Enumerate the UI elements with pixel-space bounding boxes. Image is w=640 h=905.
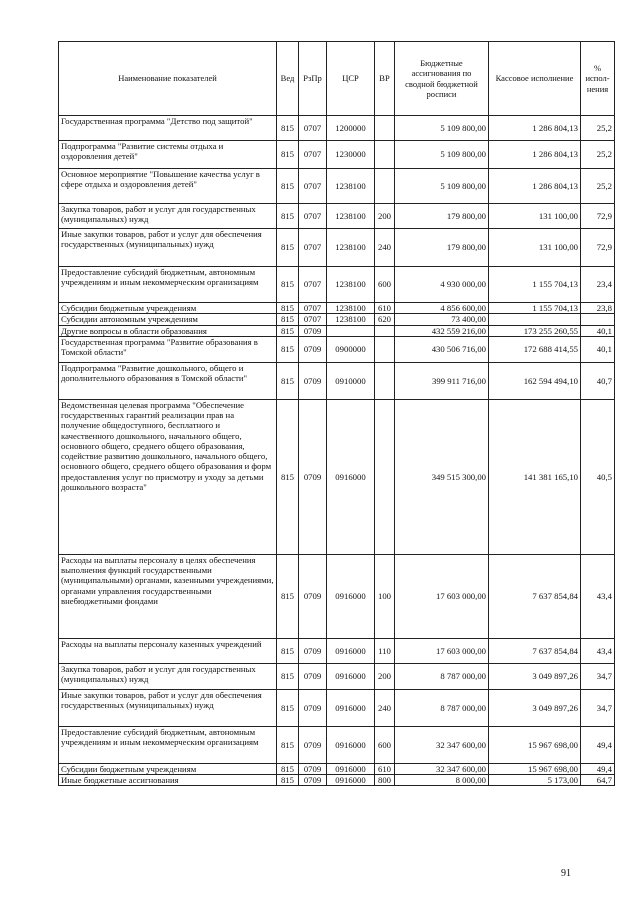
row-csr: 0910000 <box>327 362 375 399</box>
row-rzpr: 0707 <box>299 303 327 314</box>
row-cash: 3 049 897,26 <box>489 689 581 726</box>
row-csr: 1200000 <box>327 116 375 141</box>
row-pct: 43,4 <box>581 554 615 638</box>
table-row <box>59 689 615 726</box>
row-budget: 349 515 300,00 <box>395 399 489 554</box>
row-csr: 0916000 <box>327 554 375 638</box>
row-rzpr: 0709 <box>299 399 327 554</box>
row-csr: 1238100 <box>327 267 375 303</box>
row-budget: 399 911 716,00 <box>395 362 489 399</box>
row-budget: 17 603 000,00 <box>395 554 489 638</box>
row-pct: 72,9 <box>581 229 615 267</box>
row-vr <box>375 116 395 141</box>
row-ved: 815 <box>277 141 299 169</box>
row-ved: 815 <box>277 303 299 314</box>
table-row <box>59 325 615 336</box>
row-name: Государственная программа "Развитие образования в Томской области" <box>59 336 277 362</box>
row-budget: 432 559 216,00 <box>395 325 489 336</box>
row-name: Субсидии бюджетным учреждениям <box>59 763 277 774</box>
row-cash: 1 286 804,13 <box>489 141 581 169</box>
row-pct: 23,8 <box>581 303 615 314</box>
row-vr: 100 <box>375 554 395 638</box>
row-csr: 0916000 <box>327 775 375 786</box>
row-vr: 200 <box>375 204 395 229</box>
row-name: Ведомственная целевая программа "Обеспечение государственных гарантий реализации прав на получение общедоступного, бесплатного и качественного дошкольного, начального общего, основного общего, среднего общего образования, содействие развитию дошкольного, начального общего, основного общего, среднего общего образования и форм предоставления услуг по присмотру и уходу за детьми дошкольного возраста" <box>59 399 277 554</box>
row-name: Закупка товаров, работ и услуг для государственных (муниципальных) нужд <box>59 204 277 229</box>
row-csr: 0916000 <box>327 689 375 726</box>
row-vr: 200 <box>375 663 395 689</box>
table-row <box>59 663 615 689</box>
row-ved: 815 <box>277 204 299 229</box>
row-cash: 173 255 260,55 <box>489 325 581 336</box>
row-cash: 131 100,00 <box>489 229 581 267</box>
row-pct: 49,4 <box>581 726 615 763</box>
row-csr: 0916000 <box>327 763 375 774</box>
row-vr <box>375 362 395 399</box>
header-vr: ВР <box>375 42 395 116</box>
row-rzpr: 0709 <box>299 638 327 663</box>
row-rzpr: 0709 <box>299 689 327 726</box>
row-pct: 40,7 <box>581 362 615 399</box>
row-csr: 0916000 <box>327 399 375 554</box>
row-ved: 815 <box>277 116 299 141</box>
header-ved: Вед <box>277 42 299 116</box>
row-pct: 64,7 <box>581 775 615 786</box>
row-rzpr: 0707 <box>299 141 327 169</box>
table-row <box>59 554 615 638</box>
row-pct: 72,9 <box>581 204 615 229</box>
row-vr: 240 <box>375 689 395 726</box>
row-pct: 43,4 <box>581 638 615 663</box>
page-number: 91 <box>561 868 571 879</box>
row-ved: 815 <box>277 775 299 786</box>
row-rzpr: 0709 <box>299 336 327 362</box>
row-budget: 8 000,00 <box>395 775 489 786</box>
row-pct: 25,2 <box>581 169 615 204</box>
row-name: Подпрограмма "Развитие дошкольного, общего и дополнительного образования в Томской области" <box>59 362 277 399</box>
header-csr: ЦСР <box>327 42 375 116</box>
row-budget: 73 400,00 <box>395 314 489 325</box>
row-vr: 620 <box>375 314 395 325</box>
table-row <box>59 169 615 204</box>
header-pct: % испол-нения <box>581 42 615 116</box>
table-row <box>59 204 615 229</box>
row-budget: 430 506 716,00 <box>395 336 489 362</box>
row-rzpr: 0707 <box>299 229 327 267</box>
row-cash: 1 155 704,13 <box>489 303 581 314</box>
row-cash: 5 173,00 <box>489 775 581 786</box>
table-row <box>59 267 615 303</box>
row-ved: 815 <box>277 362 299 399</box>
row-vr: 600 <box>375 267 395 303</box>
row-budget: 5 109 800,00 <box>395 141 489 169</box>
row-csr: 1238100 <box>327 229 375 267</box>
table-row <box>59 303 615 314</box>
table-row <box>59 229 615 267</box>
row-name: Государственная программа "Детство под защитой" <box>59 116 277 141</box>
row-vr: 600 <box>375 726 395 763</box>
row-budget: 32 347 600,00 <box>395 763 489 774</box>
row-ved: 815 <box>277 169 299 204</box>
row-budget: 5 109 800,00 <box>395 116 489 141</box>
table-row <box>59 362 615 399</box>
row-name: Основное мероприятие "Повышение качества услуг в сфере отдыха и оздоровления детей" <box>59 169 277 204</box>
budget-execution-table <box>58 41 615 786</box>
row-name: Расходы на выплаты персоналу в целях обеспечения выполнения функций государственными (муниципальными) органами, казенными учреждениями, органами управления государственными внебюджетными фондами <box>59 554 277 638</box>
header-name: Наименование показателей <box>59 42 277 116</box>
row-ved: 815 <box>277 336 299 362</box>
row-ved: 815 <box>277 229 299 267</box>
row-budget: 8 787 000,00 <box>395 689 489 726</box>
row-ved: 815 <box>277 267 299 303</box>
row-cash: 162 594 494,10 <box>489 362 581 399</box>
row-rzpr: 0707 <box>299 169 327 204</box>
row-name: Расходы на выплаты персоналу казенных учреждений <box>59 638 277 663</box>
row-name: Субсидии автономным учреждениям <box>59 314 277 325</box>
row-ved: 815 <box>277 638 299 663</box>
row-rzpr: 0709 <box>299 362 327 399</box>
row-pct: 23,4 <box>581 267 615 303</box>
row-vr: 610 <box>375 763 395 774</box>
row-ved: 815 <box>277 325 299 336</box>
row-pct: 34,7 <box>581 689 615 726</box>
row-budget: 32 347 600,00 <box>395 726 489 763</box>
table-row <box>59 116 615 141</box>
row-vr: 800 <box>375 775 395 786</box>
row-cash: 131 100,00 <box>489 204 581 229</box>
row-budget: 4 930 000,00 <box>395 267 489 303</box>
row-budget: 4 856 600,00 <box>395 303 489 314</box>
row-csr <box>327 325 375 336</box>
row-rzpr: 0707 <box>299 204 327 229</box>
row-name: Иные закупки товаров, работ и услуг для обеспечения государственных (муниципальных) нужд <box>59 689 277 726</box>
row-ved: 815 <box>277 689 299 726</box>
row-ved: 815 <box>277 663 299 689</box>
row-pct: 25,2 <box>581 116 615 141</box>
row-csr: 0916000 <box>327 663 375 689</box>
header-rzpr: РзПр <box>299 42 327 116</box>
row-budget: 179 800,00 <box>395 204 489 229</box>
row-rzpr: 0709 <box>299 775 327 786</box>
table-row <box>59 726 615 763</box>
row-ved: 815 <box>277 726 299 763</box>
row-vr <box>375 169 395 204</box>
row-rzpr: 0709 <box>299 726 327 763</box>
row-vr <box>375 336 395 362</box>
row-ved: 815 <box>277 554 299 638</box>
row-vr: 110 <box>375 638 395 663</box>
row-pct <box>581 314 615 325</box>
table-row <box>59 399 615 554</box>
row-csr: 0916000 <box>327 638 375 663</box>
row-csr: 1238100 <box>327 303 375 314</box>
row-csr: 1238100 <box>327 314 375 325</box>
row-ved: 815 <box>277 314 299 325</box>
row-budget: 8 787 000,00 <box>395 663 489 689</box>
row-cash: 1 286 804,13 <box>489 169 581 204</box>
table-row <box>59 336 615 362</box>
row-name: Иные закупки товаров, работ и услуг для обеспечения государственных (муниципальных) нужд <box>59 229 277 267</box>
row-vr: 610 <box>375 303 395 314</box>
row-rzpr: 0707 <box>299 314 327 325</box>
row-name: Иные бюджетные ассигнования <box>59 775 277 786</box>
table-body <box>59 116 615 786</box>
row-csr: 1230000 <box>327 141 375 169</box>
row-rzpr: 0709 <box>299 663 327 689</box>
row-name: Другие вопросы в области образования <box>59 325 277 336</box>
row-pct: 40,5 <box>581 399 615 554</box>
row-budget: 17 603 000,00 <box>395 638 489 663</box>
row-pct: 25,2 <box>581 141 615 169</box>
row-ved: 815 <box>277 763 299 774</box>
row-name: Закупка товаров, работ и услуг для государственных (муниципальных) нужд <box>59 663 277 689</box>
row-pct: 40,1 <box>581 325 615 336</box>
row-csr: 0900000 <box>327 336 375 362</box>
row-cash: 7 637 854,84 <box>489 554 581 638</box>
row-cash: 15 967 698,00 <box>489 763 581 774</box>
row-name: Подпрограмма "Развитие системы отдыха и оздоровления детей" <box>59 141 277 169</box>
table-row <box>59 141 615 169</box>
row-rzpr: 0709 <box>299 554 327 638</box>
row-budget: 5 109 800,00 <box>395 169 489 204</box>
header-cash: Кассовое исполнение <box>489 42 581 116</box>
row-vr <box>375 141 395 169</box>
row-name: Субсидии бюджетным учреждениям <box>59 303 277 314</box>
row-rzpr: 0709 <box>299 763 327 774</box>
row-vr <box>375 399 395 554</box>
row-cash: 1 155 704,13 <box>489 267 581 303</box>
row-cash: 172 688 414,55 <box>489 336 581 362</box>
row-ved: 815 <box>277 399 299 554</box>
row-name: Предоставление субсидий бюджетным, автономным учреждениям и иным некоммерческим организациям <box>59 267 277 303</box>
row-budget: 179 800,00 <box>395 229 489 267</box>
table-row <box>59 314 615 325</box>
header-budget: Бюджетные ассигнования по сводной бюджетной росписи <box>395 42 489 116</box>
table-row <box>59 638 615 663</box>
row-cash: 141 381 165,10 <box>489 399 581 554</box>
table-row <box>59 763 615 774</box>
row-rzpr: 0709 <box>299 325 327 336</box>
row-pct: 34,7 <box>581 663 615 689</box>
table-header-row <box>59 42 615 116</box>
row-csr: 1238100 <box>327 169 375 204</box>
row-rzpr: 0707 <box>299 267 327 303</box>
row-cash: 1 286 804,13 <box>489 116 581 141</box>
row-cash: 3 049 897,26 <box>489 663 581 689</box>
row-csr: 1238100 <box>327 204 375 229</box>
row-pct: 49,4 <box>581 763 615 774</box>
row-cash: 7 637 854,84 <box>489 638 581 663</box>
row-cash <box>489 314 581 325</box>
row-name: Предоставление субсидий бюджетным, автономным учреждениям и иным некоммерческим организациям <box>59 726 277 763</box>
row-vr <box>375 325 395 336</box>
row-rzpr: 0707 <box>299 116 327 141</box>
row-vr: 240 <box>375 229 395 267</box>
row-csr: 0916000 <box>327 726 375 763</box>
table-row <box>59 775 615 786</box>
row-cash: 15 967 698,00 <box>489 726 581 763</box>
row-pct: 40,1 <box>581 336 615 362</box>
